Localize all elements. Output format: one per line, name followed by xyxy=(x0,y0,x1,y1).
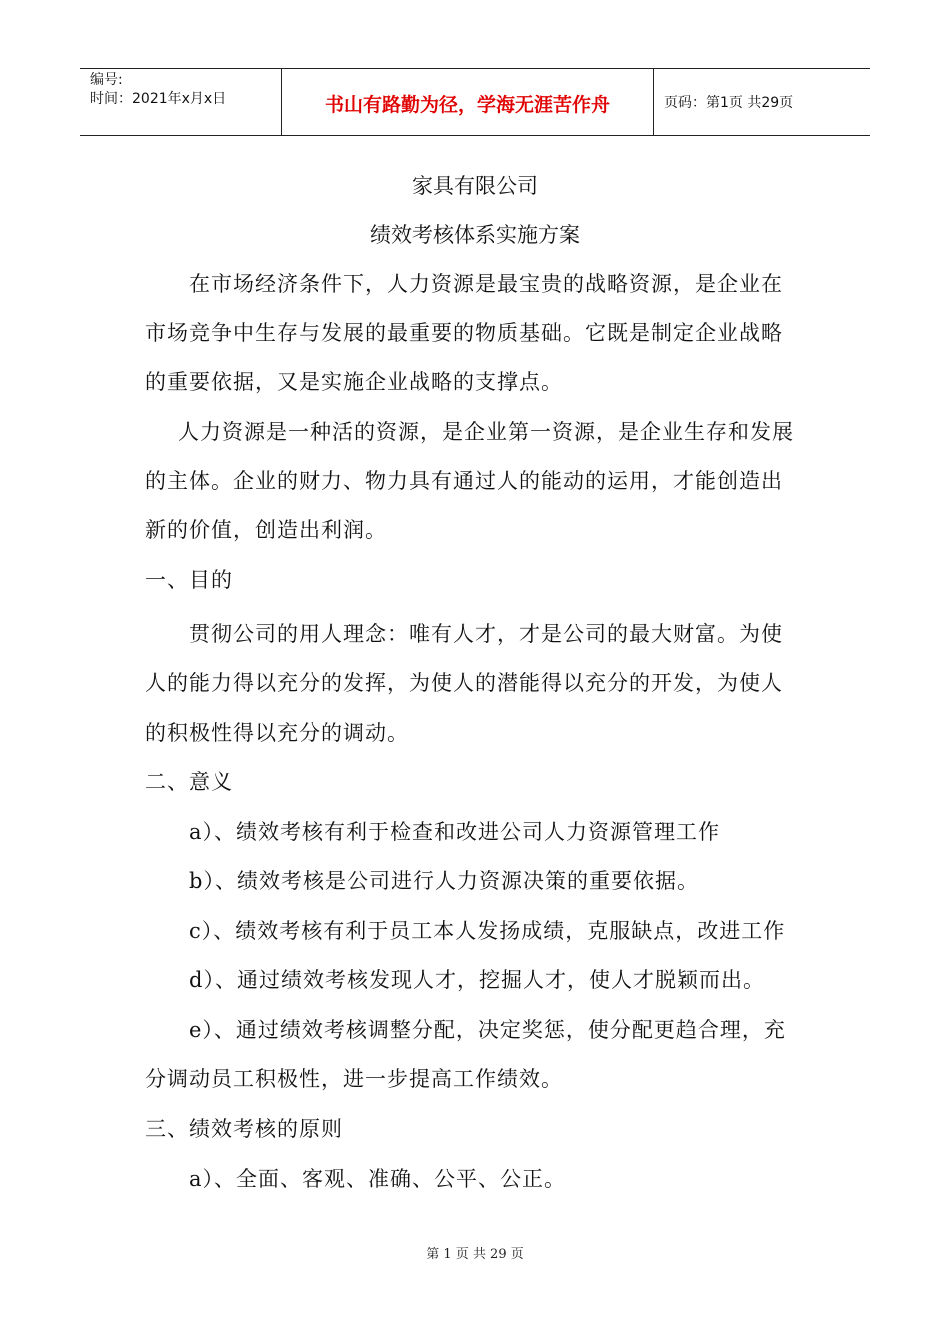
paragraph-line: 人的能力得以充分的发挥，为使人的潜能得以充分的开发，为使人 xyxy=(145,671,783,695)
paragraph-line: 贯彻公司的用人理念：唯有人才，才是公司的最大财富。为使 xyxy=(189,622,783,646)
list-item: a）、绩效考核有利于检查和改进公司人力资源管理工作 xyxy=(189,820,721,844)
serial-label: 编号: xyxy=(90,72,123,88)
page-info-text: 页码：第1页 共29页 xyxy=(664,95,794,111)
section-heading: 二、意义 xyxy=(145,770,233,794)
header-motto xyxy=(282,69,654,135)
paragraph-line: 在市场经济条件下，人力资源是最宝贵的战略资源，是企业在 xyxy=(189,272,783,296)
list-item: e）、通过绩效考核调整分配，决定奖惩，使分配更趋合理，充 xyxy=(189,1018,786,1042)
list-item: b）、绩效考核是公司进行人力资源决策的重要依据。 xyxy=(189,869,699,893)
paragraph-line: 市场竞争中生存与发展的最重要的物质基础。它既是制定企业战略 xyxy=(145,321,783,345)
section-heading: 三、绩效考核的原则 xyxy=(145,1117,343,1141)
company-name: 家具有限公司 xyxy=(412,174,538,198)
header-meta xyxy=(80,69,282,135)
paragraph-line: 的主体。企业的财力、物力具有通过人的能动的运用，才能创造出 xyxy=(145,469,783,493)
list-item: d）、通过绩效考核发现人才，挖掘人才，使人才脱颖而出。 xyxy=(189,968,765,992)
list-item: a）、全面、客观、准确、公平、公正。 xyxy=(189,1167,567,1191)
paragraph-line: 新的价值，创造出利润。 xyxy=(145,518,387,542)
paragraph-line: 人力资源是一种活的资源，是企业第一资源，是企业生存和发展 xyxy=(178,420,794,444)
list-item-continuation: 分调动员工积极性，进一步提高工作绩效。 xyxy=(145,1067,563,1091)
time-label: 时间：2021年x月x日 xyxy=(90,91,227,107)
page-footer: 第 1 页 共 29 页 xyxy=(426,1247,524,1262)
page-header xyxy=(80,68,870,136)
paragraph-line: 的积极性得以充分的调动。 xyxy=(145,721,409,745)
section-heading: 一、目的 xyxy=(145,568,233,592)
list-item: c）、绩效考核有利于员工本人发扬成绩，克服缺点，改进工作 xyxy=(189,919,786,943)
document-title: 绩效考核体系实施方案 xyxy=(370,223,580,247)
paragraph-line: 的重要依据，又是实施企业战略的支撑点。 xyxy=(145,370,563,394)
header-page-info xyxy=(654,69,870,135)
motto-text: 书山有路勤为径，学海无涯苦作舟 xyxy=(324,93,610,116)
